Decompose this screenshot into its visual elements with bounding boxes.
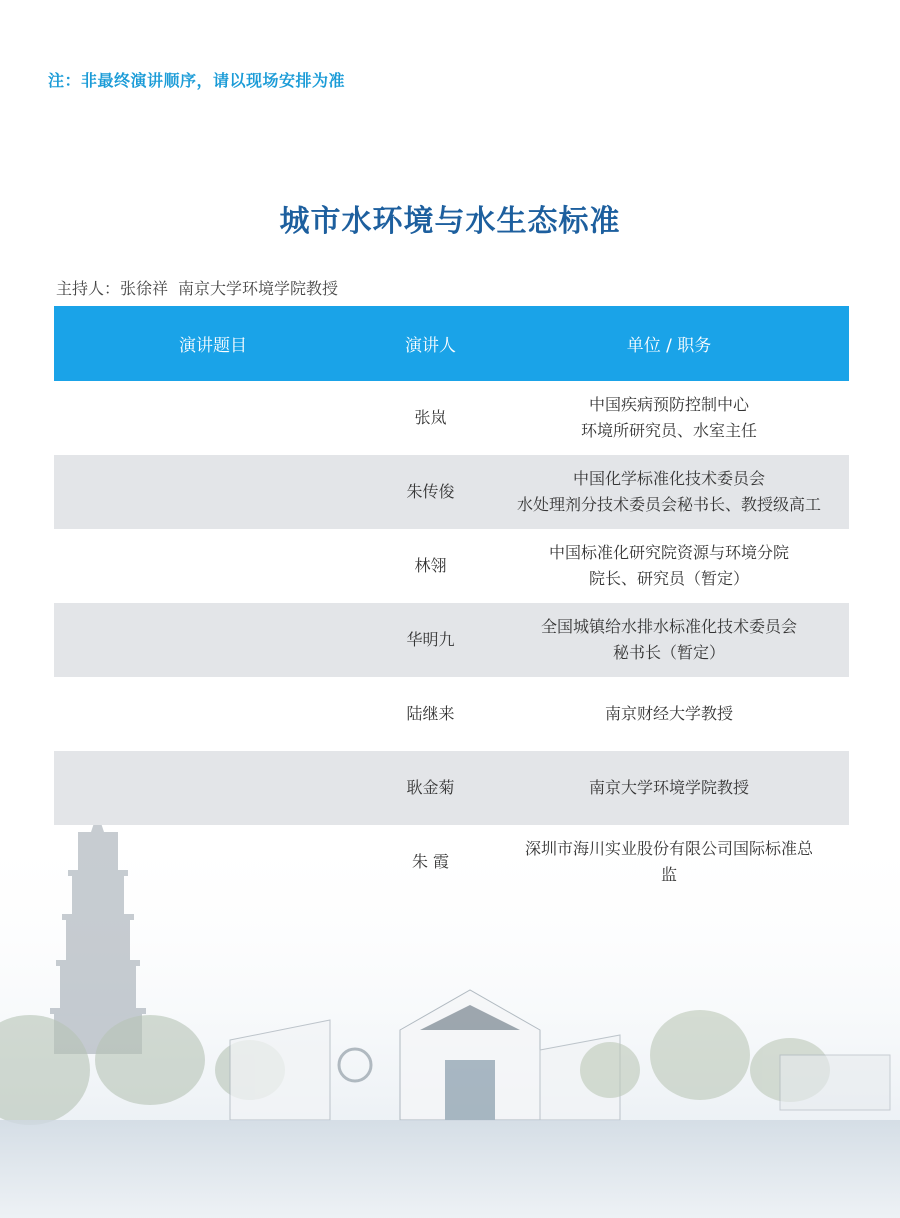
trees-right [580,1010,830,1102]
topic-cell [54,825,372,899]
unit-cell [489,381,849,455]
table-row [54,529,849,603]
speaker-cell: 华明九 [372,603,489,677]
topic-cell [54,751,372,825]
trees-left [0,1015,285,1125]
topic-cell [54,677,372,751]
agenda-table [54,306,849,899]
header-topic: 演讲题目 [54,306,372,381]
table-row [54,677,849,751]
unit-line: 南京财经大学教授 [604,704,733,723]
topic-cell [54,455,372,529]
speaker-cell: 朱传俊 [372,455,489,529]
speaker-cell: 耿金菊 [372,751,489,825]
right-houses [780,1055,890,1110]
unit-cell [489,455,849,529]
host-name: 主持人：张徐祥 [56,279,169,298]
unit-line: 院长、研究员（暂定） [588,569,749,588]
table-row [54,751,849,825]
buildings [230,990,620,1120]
session-host [56,276,348,299]
unit-line: 南京大学环境学院教授 [588,778,749,797]
unit-cell [489,529,849,603]
host-affiliation: 南京大学环境学院教授 [178,279,339,298]
unit-line: 中国标准化研究院资源与环境分院 [548,543,789,562]
water [0,1120,900,1218]
unit-cell [489,677,849,751]
topic-cell [54,603,372,677]
unit-line: 中国疾病预防控制中心 [588,395,749,414]
table-header-row [54,306,849,381]
unit-cell [489,603,849,677]
unit-cell [489,751,849,825]
speaker-cell: 陆继来 [406,704,455,723]
unit-line: 秘书长（暂定） [612,643,725,662]
speaker-cell: 林翎 [414,556,447,575]
header-speaker: 演讲人 [372,306,489,381]
topic-cell [54,381,372,455]
table-row [54,603,849,677]
unit-line: 全国城镇给水排水标准化技术委员会 [540,617,797,636]
unit-line: 环境所研究员、水室主任 [580,421,757,440]
topic-cell [54,529,372,603]
table-row [54,455,849,529]
table-row [54,825,849,899]
speaker-cell: 张岚 [414,408,447,427]
unit-line: 中国化学标准化技术委员会 [572,469,765,488]
header-unit: 单位 / 职务 [489,306,849,381]
unit-line: 监 [660,865,677,884]
disclaimer-note: 注：非最终演讲顺序，请以现场安排为准 [48,71,346,90]
unit-cell [489,825,849,899]
unit-line: 深圳市海川实业股份有限公司国际标准总 [524,839,813,858]
table-row [54,381,849,455]
speaker-cell: 朱 霞 [411,852,450,871]
unit-line: 水处理剂分技术委员会秘书长、教授级高工 [516,495,821,514]
session-title: 城市水环境与水生态标准 [279,204,621,239]
